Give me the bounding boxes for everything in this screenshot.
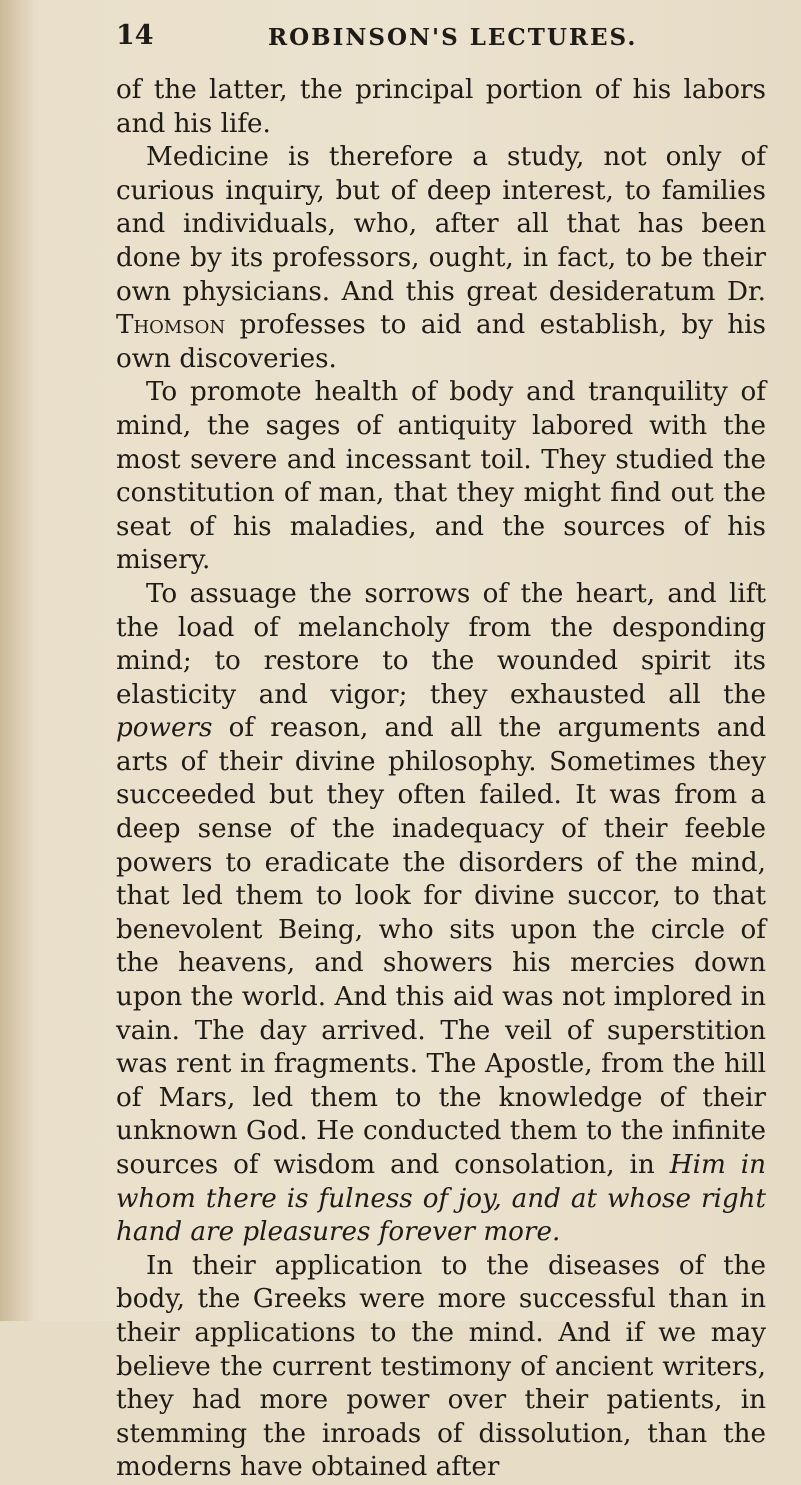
paragraph-2 [116,141,766,376]
page-header [116,18,766,58]
thomson-name: Thomson [116,310,226,341]
paragraph-4-part-a: To assuage the sorrows of the heart, and lift the load of melancholy from the desponding mind; to restore to the wounded spirit its elasticity and vigor; they exhausted all the [116,578,766,710]
paragraph-4-part-b: of reason, and all the arguments and arts of their divine philosophy. Sometimes they succeeded but they often failed. It was from a deep sense of the inadequacy of their feeble powers to eradicate the disorders of the mind, that led them to look for divine succor, to that benevolent Being, who sits upon the circle of the heavens, and showers his mercies down upon the world. And this aid was not implored in vain. The day arrived. The veil of superstition was rent in fragments. The Apostle, from the hill of Mars, led them to the knowledge of their unknown God. He conducted them to the infinite sources of wisdom and consolation, in [116,713,766,1180]
paragraph-2-part-a: Medicine is therefore a study, not only of curious inquiry, but of deep interest, to families and individuals, who, after all that has been done by its professors, ought, in fact, to be their own physicians. And this great desideratum Dr. [116,142,766,307]
paragraph-4 [116,578,766,1250]
paragraph-3: To promote health of body and tranquility of mind, the sages of antiquity labored with the most severe and incessant toil. They studied the constitution of man, that they might find out the seat of his maladies, and the sources of his misery. [116,377,766,576]
paragraph-1: of the latter, the principal portion of his labors and his life. [116,75,766,139]
page-number: 14 [116,20,154,51]
paragraph-5: In their application to the diseases of the body, the Greeks were more successful than in their applications to the mind. And if we may believe the current testimony of ancient writers, they had more power over their patients, in stemming the inroads of dissolution, than the moderns have obtained after [116,1250,766,1483]
page-gutter [0,0,34,1321]
paragraph-2-part-b: professes to aid and establish, by his own discoveries. [116,310,766,374]
scripture-quote: Him in whom there is fulness of joy, and at whose right hand are pleasures forever more. [116,1150,766,1248]
running-head: ROBINSON'S LECTURES. [268,24,638,51]
powers-emphasis: powers [116,713,213,744]
body-text [116,74,766,1485]
